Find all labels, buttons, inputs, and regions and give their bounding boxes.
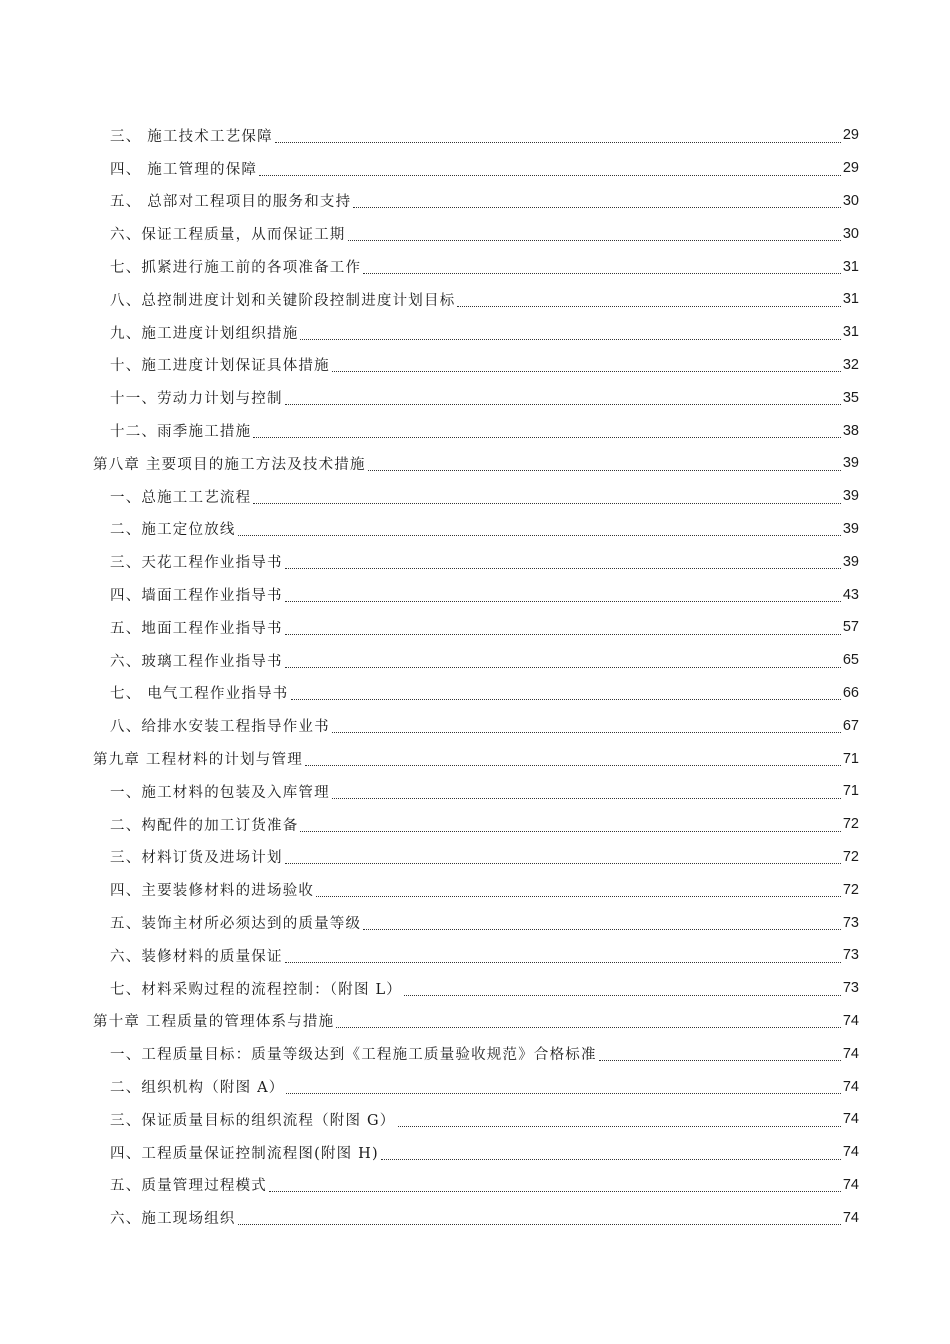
toc-chapter-entry[interactable] (0, 742, 859, 775)
toc-dot-leader (238, 534, 841, 536)
toc-entry-page-number: 43 (842, 586, 859, 603)
toc-dot-leader (253, 502, 841, 504)
toc-dot-leader (253, 436, 841, 438)
toc-section-entry[interactable] (0, 152, 859, 185)
toc-dot-leader (269, 1190, 841, 1192)
toc-entry-title: 五、 总部对工程项目的服务和支持 (110, 194, 352, 211)
toc-section-entry[interactable] (0, 217, 859, 250)
toc-entry-page-number: 74 (842, 1111, 859, 1128)
toc-entry-title: 十一、劳动力计划与控制 (110, 391, 283, 408)
toc-section-entry[interactable] (0, 1201, 859, 1234)
toc-entry-page-number: 74 (842, 1144, 859, 1161)
toc-dot-leader (363, 928, 841, 930)
toc-entry-page-number: 72 (842, 848, 859, 865)
toc-entry-page-number: 39 (842, 488, 859, 505)
toc-dot-leader (285, 961, 841, 963)
toc-entry-page-number: 71 (842, 750, 859, 767)
toc-dot-leader (363, 272, 841, 274)
toc-entry-title: 五、质量管理过程模式 (110, 1178, 267, 1195)
toc-section-entry[interactable] (0, 480, 859, 513)
toc-entry-title: 八、总控制进度计划和关键阶段控制进度计划目标 (110, 292, 456, 309)
toc-section-entry[interactable] (0, 611, 859, 644)
toc-section-entry[interactable] (0, 1070, 859, 1103)
toc-entry-page-number: 67 (842, 717, 859, 734)
toc-entry-page-number: 74 (842, 1176, 859, 1193)
toc-section-entry[interactable] (0, 906, 859, 939)
toc-dot-leader (336, 1026, 841, 1028)
toc-entry-title: 六、玻璃工程作业指导书 (110, 653, 283, 670)
toc-entry-title: 一、总施工工艺流程 (110, 489, 252, 506)
toc-dot-leader (275, 141, 841, 143)
toc-entry-title: 六、施工现场组织 (110, 1211, 236, 1228)
toc-dot-leader (259, 174, 841, 176)
toc-entry-title: 二、组织机构（附图 A） (110, 1080, 285, 1096)
toc-section-entry[interactable] (0, 349, 859, 382)
toc-section-entry[interactable] (0, 873, 859, 906)
toc-entry-title: 二、构配件的加工订货准备 (110, 817, 299, 834)
toc-entry-page-number: 57 (842, 619, 859, 636)
toc-entry-title: 四、主要装修材料的进场验收 (110, 883, 315, 900)
toc-section-entry[interactable] (0, 644, 859, 677)
toc-entry-page-number: 72 (842, 881, 859, 898)
toc-entry-page-number: 65 (842, 652, 859, 669)
toc-entry-title: 三、 施工技术工艺保障 (110, 128, 273, 145)
toc-chapter-entry[interactable] (0, 1005, 859, 1038)
toc-entry-page-number: 74 (842, 1012, 859, 1029)
toc-dot-leader (305, 764, 841, 766)
toc-section-entry[interactable] (0, 939, 859, 972)
toc-entry-page-number: 39 (842, 520, 859, 537)
toc-dot-leader (285, 403, 841, 405)
toc-entry-page-number: 74 (842, 1045, 859, 1062)
toc-entry-page-number: 29 (842, 160, 859, 177)
toc-dot-leader (316, 895, 841, 897)
toc-entry-title: 一、施工材料的包装及入库管理 (110, 784, 330, 801)
toc-section-entry[interactable] (0, 808, 859, 841)
toc-entry-title: 四、工程质量保证控制流程图(附图 H) (110, 1145, 379, 1162)
toc-entry-title: 八、给排水安装工程指导作业书 (110, 719, 330, 736)
toc-entry-title: 七、材料采购过程的流程控制：（附图 L） (110, 981, 402, 998)
toc-entry-page-number: 74 (842, 1078, 859, 1095)
toc-section-entry[interactable] (0, 381, 859, 414)
toc-dot-leader (348, 239, 841, 241)
toc-section-entry[interactable] (0, 513, 859, 546)
toc-chapter-entry[interactable] (0, 447, 859, 480)
toc-section-entry[interactable] (0, 972, 859, 1005)
toc-entry-page-number: 29 (842, 127, 859, 144)
toc-section-entry[interactable] (0, 414, 859, 447)
toc-dot-leader (300, 830, 840, 832)
toc-entry-title: 二、施工定位放线 (110, 522, 236, 539)
toc-dot-leader (353, 206, 841, 208)
toc-section-entry[interactable] (0, 185, 859, 218)
toc-section-entry[interactable] (0, 841, 859, 874)
toc-entry-title: 四、墙面工程作业指导书 (110, 588, 283, 605)
toc-entry-title: 七、抓紧进行施工前的各项准备工作 (110, 260, 362, 277)
toc-entry-title: 十、施工进度计划保证具体措施 (110, 358, 330, 375)
toc-entry-title: 九、施工进度计划组织措施 (110, 325, 299, 342)
toc-entry-title: 第八章 主要项目的施工方法及技术措施 (93, 456, 366, 473)
toc-section-entry[interactable] (0, 250, 859, 283)
toc-entry-page-number: 73 (842, 914, 859, 931)
toc-entry-page-number: 31 (842, 258, 859, 275)
toc-dot-leader (285, 633, 841, 635)
toc-entry-page-number: 35 (842, 389, 859, 406)
toc-entry-page-number: 39 (842, 553, 859, 570)
toc-dot-leader (457, 305, 840, 307)
toc-entry-title: 十二、雨季施工措施 (110, 424, 252, 441)
toc-dot-leader (332, 797, 841, 799)
toc-dot-leader (398, 1125, 841, 1127)
toc-entry-page-number: 72 (842, 816, 859, 833)
toc-entry-title: 三、材料订货及进场计划 (110, 850, 283, 867)
toc-dot-leader (291, 698, 841, 700)
toc-entry-title: 五、装饰主材所必须达到的质量等级 (110, 916, 362, 933)
toc-dot-leader (381, 1158, 841, 1160)
toc-entry-title: 五、地面工程作业指导书 (110, 620, 283, 637)
toc-dot-leader (285, 862, 841, 864)
toc-entry-page-number: 71 (842, 783, 859, 800)
toc-section-entry[interactable] (0, 677, 859, 710)
toc-entry-page-number: 66 (842, 684, 859, 701)
toc-entry-page-number: 30 (842, 192, 859, 209)
toc-dot-leader (368, 469, 841, 471)
toc-dot-leader (404, 994, 841, 996)
toc-dot-leader (285, 666, 841, 668)
toc-entry-title: 六、装修材料的质量保证 (110, 948, 283, 965)
toc-entry-page-number: 32 (842, 356, 859, 373)
toc-dot-leader (332, 731, 841, 733)
toc-entry-title: 三、天花工程作业指导书 (110, 555, 283, 572)
toc-entry-page-number: 73 (842, 947, 859, 964)
toc-entry-page-number: 31 (842, 291, 859, 308)
toc-entry-page-number: 31 (842, 324, 859, 341)
table-of-contents (0, 119, 950, 1234)
toc-entry-title: 第十章 工程质量的管理体系与措施 (93, 1014, 335, 1031)
toc-section-entry[interactable] (0, 316, 859, 349)
toc-dot-leader (599, 1059, 841, 1061)
toc-dot-leader (286, 1092, 840, 1094)
toc-dot-leader (285, 600, 841, 602)
toc-dot-leader (332, 370, 841, 372)
toc-entry-title: 三、保证质量目标的组织流程（附图 G） (110, 1112, 396, 1129)
toc-dot-leader (300, 338, 840, 340)
toc-section-entry[interactable] (0, 1037, 859, 1070)
toc-section-entry[interactable] (0, 578, 859, 611)
toc-section-entry[interactable] (0, 545, 859, 578)
toc-section-entry[interactable] (0, 775, 859, 808)
toc-entry-title: 六、保证工程质量，从而保证工期 (110, 227, 346, 244)
toc-section-entry[interactable] (0, 1103, 859, 1136)
toc-entry-page-number: 74 (842, 1209, 859, 1226)
toc-section-entry[interactable] (0, 283, 859, 316)
toc-dot-leader (285, 567, 841, 569)
toc-entry-title: 七、 电气工程作业指导书 (110, 686, 289, 703)
toc-entry-page-number: 30 (842, 225, 859, 242)
toc-section-entry[interactable] (0, 1169, 859, 1202)
toc-section-entry[interactable] (0, 1136, 859, 1169)
toc-dot-leader (238, 1223, 841, 1225)
toc-entry-title: 四、 施工管理的保障 (110, 161, 258, 178)
toc-entry-page-number: 38 (842, 422, 859, 439)
toc-entry-title: 第九章 工程材料的计划与管理 (93, 752, 303, 769)
toc-entry-page-number: 73 (842, 980, 859, 997)
toc-section-entry[interactable] (0, 119, 859, 152)
toc-entry-page-number: 39 (842, 455, 859, 472)
toc-entry-title: 一、工程质量目标：质量等级达到《工程施工质量验收规范》合格标准 (110, 1047, 597, 1064)
toc-section-entry[interactable] (0, 709, 859, 742)
